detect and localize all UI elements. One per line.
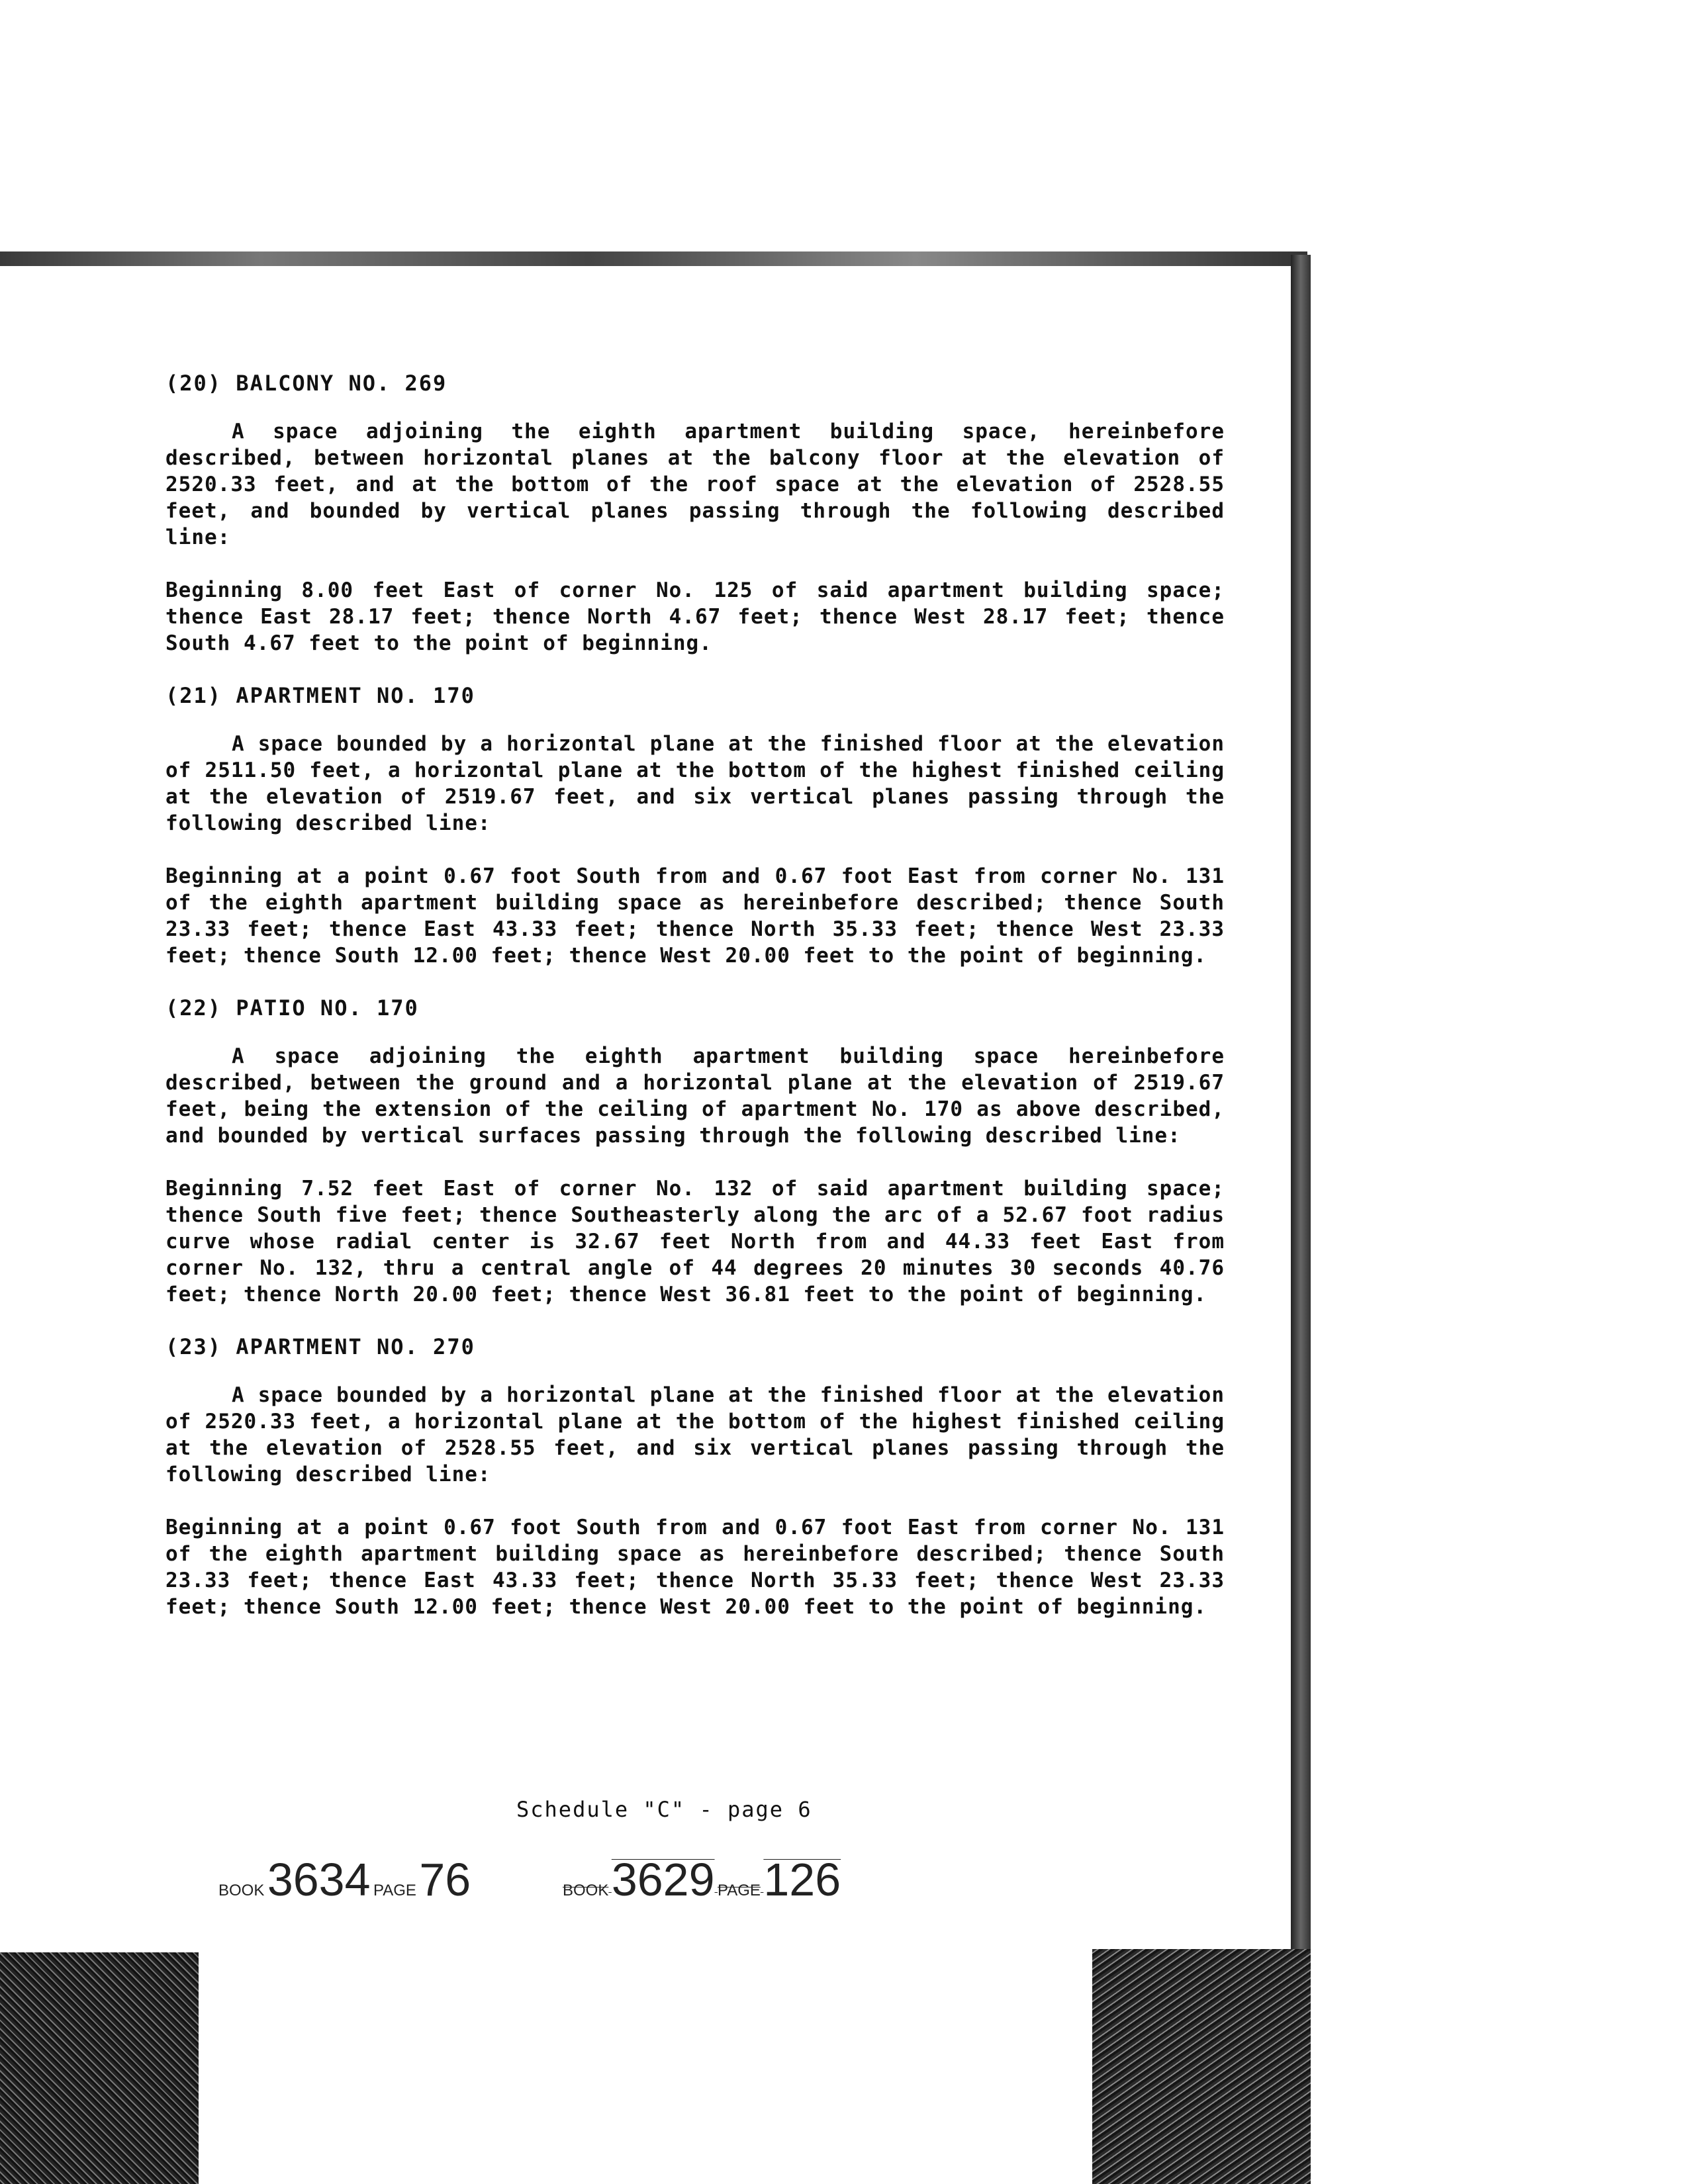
scan-noise-bottom-right <box>1092 1949 1311 2184</box>
page-number: 76 <box>419 1854 471 1905</box>
section-paragraph: Beginning 7.52 feet East of corner No. 132 of said apartment building space; thence South five feet; thence Southeasterly along the arc of a 52.67 foot radius curve whose radial center is 32.67 feet North from and 44.33 feet East from corner No. 132, thru a central angle of 44 degrees 20 minutes 30 seconds 40.76 feet; thence North 20.00 feet; thence West 36.81 feet to the point of beginning. <box>165 1177 1225 1306</box>
section-heading: (21) APARTMENT NO. 170 <box>165 683 475 708</box>
book-label: BOOK <box>218 1882 265 1899</box>
section-paragraph: A space bounded by a horizontal plane at the finished floor at the elevation of 2520.33 feet, a horizontal plane at the bottom of the highest finished ceiling at the elevation of 2528.55 feet, and six vertical planes passing through the following described line: <box>165 1383 1225 1486</box>
book-number: 3629 <box>611 1854 715 1905</box>
section-paragraph: A space adjoining the eighth apartment building space, hereinbefore described, between horizontal planes at the balcony floor at the elevation of 2520.33 feet, and at the bottom of the roof space at the elevation of 2528.55 feet, and bounded by vertical planes passing through the following described line: <box>165 420 1225 549</box>
section-paragraph: Beginning at a point 0.67 foot South from and 0.67 foot East from corner No. 131 of the eighth apartment building space as hereinbefore described; thence South 23.33 feet; thence East 43.33 feet; thence North 35.33 feet; thence West 23.33 feet; thence South 12.00 feet; thence West 20.00 feet to the point of beginning. <box>165 1516 1225 1619</box>
section-paragraph: Beginning 8.00 feet East of corner No. 125 of said apartment building space; thence East 28.17 feet; thence North 4.67 feet; thence West 28.17 feet; thence South 4.67 feet to the point of beginning. <box>165 578 1225 655</box>
section-balcony-269 <box>165 371 1225 657</box>
scan-edge-right <box>1291 255 1311 1959</box>
section-apartment-270 <box>165 1334 1225 1620</box>
page-label: PAGE <box>373 1882 416 1899</box>
book-label: BOOK <box>563 1882 609 1899</box>
document-body <box>165 371 1225 1647</box>
section-paragraph: A space adjoining the eighth apartment building space hereinbefore described, between the ground and a horizontal plane at the elevation of 2519.67 feet, being the extension of the ceiling of apartment No. 170 as above described, and bounded by vertical surfaces passing through the following described line: <box>165 1044 1225 1148</box>
page-label: PAGE <box>718 1882 761 1899</box>
book-number: 3634 <box>267 1854 371 1905</box>
page-number: 126 <box>763 1854 841 1905</box>
section-heading: (20) BALCONY NO. 269 <box>165 371 447 396</box>
scan-noise-bottom-left <box>0 1952 199 2184</box>
section-paragraph: Beginning at a point 0.67 foot South from and 0.67 foot East from corner No. 131 of the eighth apartment building space as hereinbefore described; thence South 23.33 feet; thence East 43.33 feet; thence North 35.33 feet; thence West 23.33 feet; thence South 12.00 feet; thence West 20.00 feet to the point of beginning. <box>165 864 1225 968</box>
struck-book-page-stamp <box>563 1853 841 1906</box>
section-patio-170 <box>165 995 1225 1308</box>
book-page-stamp <box>218 1853 471 1906</box>
page-footer: Schedule "C" - page 6 <box>516 1797 812 1822</box>
section-heading: (22) PATIO NO. 170 <box>165 995 419 1021</box>
section-heading: (23) APARTMENT NO. 270 <box>165 1334 475 1359</box>
scan-edge-top <box>0 251 1307 266</box>
section-apartment-170 <box>165 683 1225 969</box>
section-paragraph: A space bounded by a horizontal plane at the finished floor at the elevation of 2511.50 feet, a horizontal plane at the bottom of the highest finished ceiling at the elevation of 2519.67 feet, and six vertical planes passing through the following described line: <box>165 732 1225 835</box>
